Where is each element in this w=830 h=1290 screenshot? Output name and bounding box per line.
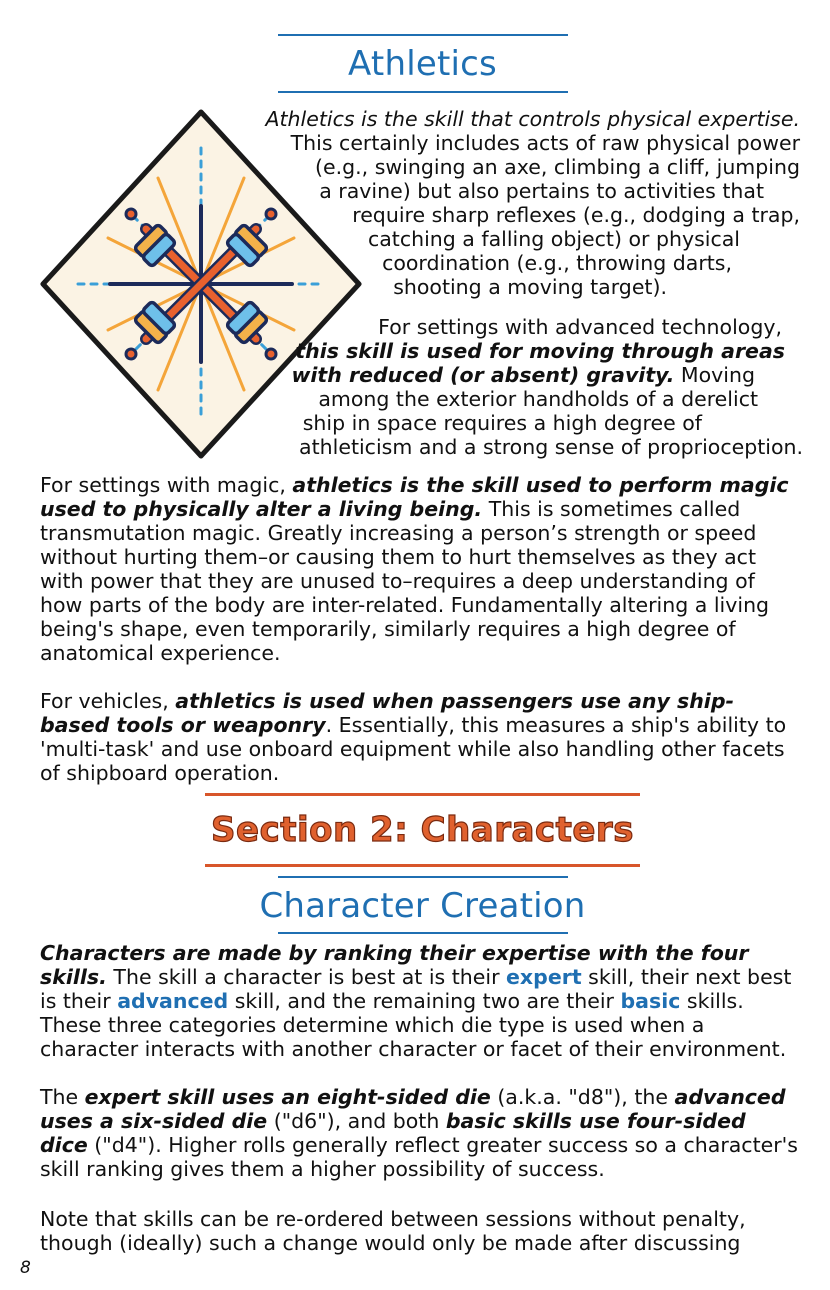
intro-line-2: This certainly includes acts of raw physical power bbox=[290, 131, 800, 155]
character-creation-heading: Character Creation bbox=[259, 886, 586, 926]
intro-line-6: catching a falling object) or physical bbox=[367, 227, 740, 251]
cc-rule-top bbox=[278, 876, 568, 878]
heading-rule-top bbox=[278, 34, 568, 36]
cc-rule-bottom bbox=[278, 932, 568, 934]
tech-line-3: with reduced (or absent) gravity. Moving bbox=[291, 363, 755, 387]
intro-line-3: (e.g., swinging an axe, climbing a cliff, jumping bbox=[315, 155, 800, 179]
intro-line-5: require sharp reflexes (e.g., dodging a trap, bbox=[352, 203, 800, 227]
expert-term: expert bbox=[506, 965, 582, 989]
section-rule-bottom bbox=[205, 864, 640, 867]
intro-line-1: Athletics is the skill that controls physical expertise. bbox=[265, 107, 800, 131]
intro-line-8: shooting a moving target). bbox=[393, 275, 667, 299]
tech-line-6: athleticism and a strong sense of proprioception. bbox=[299, 435, 803, 459]
magic-paragraph: For settings with magic, athletics is the skill used to perform magic used to physically alter a living being. This is sometimes called transmutation magic. Greatly increasing a person’s strength or speed without hurting them–or causing them to hurt themselves as they act with power that they are unused to–requires a deep understanding of how parts of the body are inter-related. Fundamentally altering a living being's shape, even temporarily, similarly requires a high degree of anatomical experience. bbox=[40, 473, 789, 665]
intro-line-4: a ravine) but also pertains to activities that bbox=[319, 179, 764, 203]
intro-line-7: coordination (e.g., throwing darts, bbox=[382, 251, 732, 275]
heading-rule-bottom bbox=[278, 91, 568, 93]
vehicle-paragraph: For vehicles, athletics is used when passengers use any ship-based tools or weaponry. Essentially, this measures a ship's ability to 'multi-task' and use onboard equipment while also handling other facets of shipboard operation. bbox=[40, 689, 787, 785]
basic-term: basic bbox=[620, 989, 681, 1013]
tech-line-2: this skill is used for moving through areas bbox=[295, 339, 785, 363]
cc-paragraph-2: The expert skill uses an eight-sided die (a.k.a. "d8"), the advanced uses a six-sided die ("d6"), and both basic skills use four-sided dice ("d4"). Higher rolls generally reflect greater success so a character's skill ranking gives them a higher possibility of success. bbox=[40, 1085, 798, 1181]
page-number: 8 bbox=[20, 1258, 31, 1278]
section-title: Section 2: Characters bbox=[211, 810, 634, 850]
tech-line-5: ship in space requires a high degree of bbox=[302, 411, 702, 435]
cc-paragraph-3: Note that skills can be re-ordered between sessions without penalty, though (ideally) such a change would only be made after discussing bbox=[40, 1207, 746, 1255]
advanced-term: advanced bbox=[117, 989, 229, 1013]
section-rule-top bbox=[205, 793, 640, 796]
athletics-heading: Athletics bbox=[348, 44, 497, 84]
tech-line-1: For settings with advanced technology, bbox=[378, 315, 782, 339]
tech-line-4: among the exterior handholds of a derelict bbox=[318, 387, 758, 411]
cc-paragraph-1: Characters are made by ranking their expertise with the four skills. The skill a character is best at is their expert skill, their next best is their advanced skill, and the remaining two are their basic skills. These three categories determine which die type is used when a character interacts with another character or facet of their environment. bbox=[40, 941, 792, 1061]
